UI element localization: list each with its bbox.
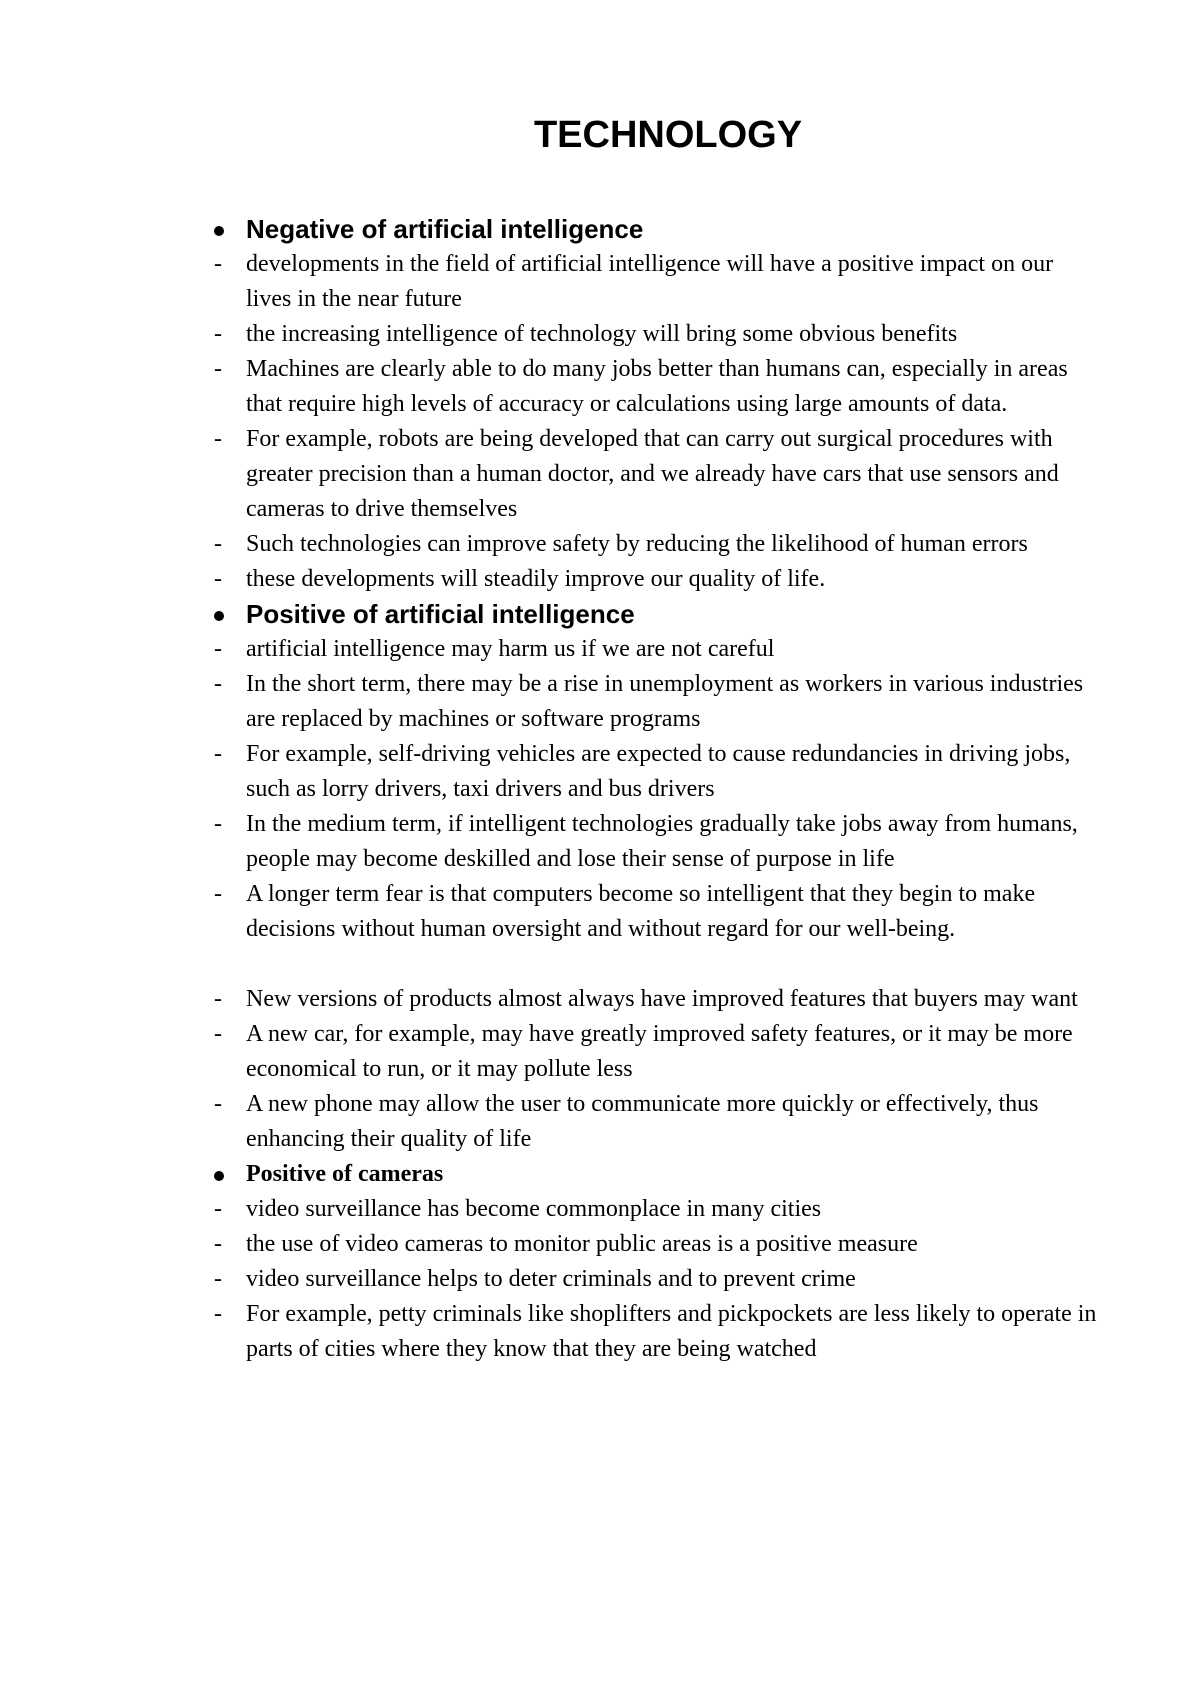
list-item	[200, 632, 1100, 667]
list-item-text: these developments will steadily improve our quality of life.	[246, 566, 826, 592]
list-item	[200, 877, 1100, 947]
dash-marker: -	[214, 566, 222, 592]
section-heading	[200, 212, 1100, 247]
list-item-text: In the medium term, if intelligent technologies gradually take jobs away from humans, people may become deskilled and lose their sense of purpose in life	[246, 811, 1078, 872]
list-item-text: For example, self-driving vehicles are expected to cause redundancies in driving jobs, such as lorry drivers, taxi drivers and bus drivers	[246, 741, 1071, 802]
section-heading-text: Positive of artificial intelligence	[246, 599, 635, 629]
list-item-text: the use of video cameras to monitor public areas is a positive measure	[246, 1231, 918, 1257]
dash-marker: -	[214, 811, 222, 837]
list-item-text: A new car, for example, may have greatly improved safety features, or it may be more economical to run, or it may pollute less	[246, 1021, 1073, 1082]
list-item-text: video surveillance has become commonplace in many cities	[246, 1196, 822, 1222]
dash-marker: -	[214, 636, 222, 662]
list-item	[200, 1017, 1100, 1087]
list-item-text: Machines are clearly able to do many jobs better than humans can, especially in areas that require high levels of accuracy or calculations using large amounts of data.	[246, 356, 1068, 417]
dash-marker: -	[214, 1091, 222, 1117]
list-item	[200, 1227, 1100, 1262]
bullet-dot-icon	[214, 1171, 224, 1181]
list-item	[200, 422, 1100, 527]
dash-marker: -	[214, 1231, 222, 1257]
list-item	[200, 1262, 1100, 1297]
list-item	[200, 247, 1100, 317]
list-item	[200, 352, 1100, 422]
list-item	[200, 562, 1100, 597]
list-item	[200, 982, 1100, 1017]
section-heading-text: Positive of cameras	[246, 1161, 444, 1187]
list-item-text: developments in the field of artificial intelligence will have a positive impact on our lives in the near future	[246, 251, 1054, 312]
dash-marker: -	[214, 741, 222, 767]
list-item	[200, 807, 1100, 877]
list-item-text: A longer term fear is that computers become so intelligent that they begin to make decisions without human oversight and without regard for our well-being.	[246, 881, 1036, 942]
list-item	[200, 1192, 1100, 1227]
bullet-dot-icon	[214, 226, 224, 236]
section-heading	[200, 1157, 1100, 1192]
dash-marker: -	[214, 1301, 222, 1327]
list-item	[200, 317, 1100, 352]
dash-marker: -	[214, 426, 222, 452]
list-item	[200, 1297, 1100, 1367]
bullet-icon	[200, 597, 246, 632]
list-item-text: New versions of products almost always have improved features that buyers may want	[246, 986, 1078, 1012]
dash-marker: -	[214, 1196, 222, 1222]
list-item-text: the increasing intelligence of technology will bring some obvious benefits	[246, 321, 958, 347]
list-item	[200, 737, 1100, 807]
dash-marker: -	[214, 881, 222, 907]
bullet-icon	[200, 212, 246, 247]
dash-marker: -	[214, 1266, 222, 1292]
blank-line	[200, 947, 1100, 982]
bullet-list	[200, 212, 1100, 1367]
dash-marker: -	[214, 671, 222, 697]
dash-marker: -	[214, 321, 222, 347]
page-title: TECHNOLOGY	[533, 114, 803, 156]
dash-marker: -	[214, 251, 222, 277]
section-heading-text: Negative of artificial intelligence	[246, 214, 644, 244]
list-item	[200, 1087, 1100, 1157]
list-item	[200, 527, 1100, 562]
list-item-text: video surveillance helps to deter criminals and to prevent crime	[246, 1266, 856, 1292]
list-item-text: artificial intelligence may harm us if we are not careful	[246, 636, 775, 662]
section-heading	[200, 597, 1100, 632]
dash-marker: -	[214, 1021, 222, 1047]
list-item-text: For example, petty criminals like shoplifters and pickpockets are less likely to operate in parts of cities where they know that they are being watched	[246, 1301, 1097, 1362]
dash-marker: -	[214, 986, 222, 1012]
list-item-text: Such technologies can improve safety by reducing the likelihood of human errors	[246, 531, 1028, 557]
list-item-text: For example, robots are being developed that can carry out surgical procedures with greater precision than a human doctor, and we already have cars that use sensors and cameras to drive themselves	[246, 426, 1059, 522]
list-item-text: In the short term, there may be a rise in unemployment as workers in various industries are replaced by machines or software programs	[246, 671, 1084, 732]
dash-marker: -	[214, 531, 222, 557]
bullet-dot-icon	[214, 611, 224, 621]
bullet-icon	[200, 1157, 246, 1192]
list-item	[200, 667, 1100, 737]
dash-marker: -	[214, 356, 222, 382]
list-item-text: A new phone may allow the user to communicate more quickly or effectively, thus enhancing their quality of life	[246, 1091, 1039, 1152]
